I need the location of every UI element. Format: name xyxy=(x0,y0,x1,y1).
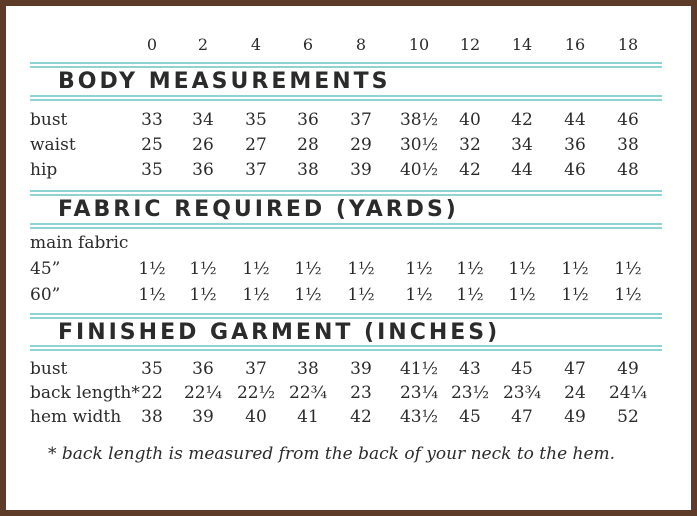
table-cell: 38 xyxy=(297,359,319,379)
divider-line xyxy=(30,223,662,225)
table-cell: 1½ xyxy=(456,259,484,279)
table-cell: 42 xyxy=(350,407,372,427)
section-title: FABRIC REQUIRED (YARDS) xyxy=(58,197,459,222)
row-label: 60” xyxy=(30,285,61,305)
divider-line xyxy=(30,317,662,319)
row-label: 45” xyxy=(30,259,61,279)
table-cell: 36 xyxy=(192,160,214,180)
size-header: 12 xyxy=(459,35,481,54)
divider-line xyxy=(30,227,662,229)
size-header: 10 xyxy=(408,35,430,54)
table-cell: 26 xyxy=(192,135,214,155)
divider-line xyxy=(30,313,662,315)
table-cell: 46 xyxy=(617,110,639,130)
table-cell: 1½ xyxy=(347,259,375,279)
divider-line xyxy=(30,95,662,97)
table-cell: 38 xyxy=(617,135,639,155)
table-cell: 43½ xyxy=(399,407,439,427)
divider-line xyxy=(30,194,662,196)
table-cell: 42 xyxy=(511,110,533,130)
table-cell: 24¼ xyxy=(608,383,648,403)
table-cell: 44 xyxy=(511,160,533,180)
table-cell: 49 xyxy=(564,407,586,427)
row-label: bust xyxy=(30,359,68,379)
table-cell: 37 xyxy=(245,359,267,379)
divider-line xyxy=(30,190,662,192)
row-label: back length* xyxy=(30,383,140,403)
table-cell: 22¾ xyxy=(288,383,328,403)
table-cell: 47 xyxy=(511,407,533,427)
table-cell: 1½ xyxy=(347,285,375,305)
table-cell: 36 xyxy=(297,110,319,130)
table-cell: 41 xyxy=(297,407,319,427)
size-header: 0 xyxy=(146,35,158,54)
row-label: waist xyxy=(30,135,76,155)
size-header: 4 xyxy=(250,35,262,54)
table-cell: 1½ xyxy=(508,285,536,305)
table-cell: 29 xyxy=(350,135,372,155)
table-cell: 36 xyxy=(564,135,586,155)
table-cell: 23¾ xyxy=(502,383,542,403)
table-cell: 25 xyxy=(141,135,163,155)
table-cell: 1½ xyxy=(242,285,270,305)
table-cell: 41½ xyxy=(399,359,439,379)
table-cell: 22½ xyxy=(236,383,276,403)
table-cell: 24 xyxy=(564,383,586,403)
size-header: 6 xyxy=(302,35,314,54)
table-cell: 39 xyxy=(350,359,372,379)
table-cell: 34 xyxy=(511,135,533,155)
table-cell: 35 xyxy=(141,160,163,180)
table-cell: 49 xyxy=(617,359,639,379)
table-cell: 1½ xyxy=(405,259,433,279)
row-label: main fabric xyxy=(30,233,129,253)
table-cell: 1½ xyxy=(138,285,166,305)
size-header: 14 xyxy=(511,35,533,54)
table-cell: 43 xyxy=(459,359,481,379)
section-title: BODY MEASUREMENTS xyxy=(58,69,391,94)
table-cell: 23¼ xyxy=(399,383,439,403)
table-cell: 38 xyxy=(297,160,319,180)
section-title: FINISHED GARMENT (INCHES) xyxy=(58,320,501,345)
table-cell: 23½ xyxy=(450,383,490,403)
table-cell: 35 xyxy=(141,359,163,379)
table-cell: 30½ xyxy=(399,135,439,155)
table-cell: 36 xyxy=(192,359,214,379)
table-cell: 22¼ xyxy=(183,383,223,403)
table-cell: 1½ xyxy=(456,285,484,305)
table-cell: 1½ xyxy=(405,285,433,305)
row-label: hip xyxy=(30,160,58,180)
table-cell: 1½ xyxy=(242,259,270,279)
size-header: 16 xyxy=(564,35,586,54)
divider-line xyxy=(30,66,662,68)
divider-line xyxy=(30,99,662,101)
divider-line xyxy=(30,62,662,64)
footnote: * back length is measured from the back of your neck to the hem. xyxy=(48,444,616,464)
table-cell: 1½ xyxy=(561,285,589,305)
table-cell: 37 xyxy=(245,160,267,180)
table-cell: 39 xyxy=(192,407,214,427)
size-header: 18 xyxy=(617,35,639,54)
table-cell: 33 xyxy=(141,110,163,130)
table-cell: 39 xyxy=(350,160,372,180)
table-cell: 40 xyxy=(459,110,481,130)
table-cell: 40 xyxy=(245,407,267,427)
table-cell: 45 xyxy=(459,407,481,427)
table-cell: 46 xyxy=(564,160,586,180)
table-cell: 1½ xyxy=(614,259,642,279)
table-cell: 23 xyxy=(350,383,372,403)
table-cell: 1½ xyxy=(138,259,166,279)
divider-line xyxy=(30,349,662,351)
table-cell: 42 xyxy=(459,160,481,180)
table-cell: 1½ xyxy=(189,285,217,305)
table-cell: 47 xyxy=(564,359,586,379)
table-cell: 27 xyxy=(245,135,267,155)
row-label: bust xyxy=(30,110,68,130)
table-cell: 44 xyxy=(564,110,586,130)
table-cell: 52 xyxy=(617,407,639,427)
table-cell: 28 xyxy=(297,135,319,155)
table-cell: 45 xyxy=(511,359,533,379)
table-cell: 37 xyxy=(350,110,372,130)
table-cell: 1½ xyxy=(614,285,642,305)
table-cell: 1½ xyxy=(294,259,322,279)
table-cell: 48 xyxy=(617,160,639,180)
table-cell: 1½ xyxy=(508,259,536,279)
table-cell: 1½ xyxy=(294,285,322,305)
table-cell: 38 xyxy=(141,407,163,427)
size-header: 2 xyxy=(197,35,209,54)
table-cell: 38½ xyxy=(399,110,439,130)
table-cell: 1½ xyxy=(189,259,217,279)
divider-line xyxy=(30,345,662,347)
table-cell: 35 xyxy=(245,110,267,130)
table-cell: 32 xyxy=(459,135,481,155)
row-label: hem width xyxy=(30,407,122,427)
table-cell: 22 xyxy=(141,383,163,403)
size-header: 8 xyxy=(355,35,367,54)
table-cell: 1½ xyxy=(561,259,589,279)
table-cell: 34 xyxy=(192,110,214,130)
table-cell: 40½ xyxy=(399,160,439,180)
